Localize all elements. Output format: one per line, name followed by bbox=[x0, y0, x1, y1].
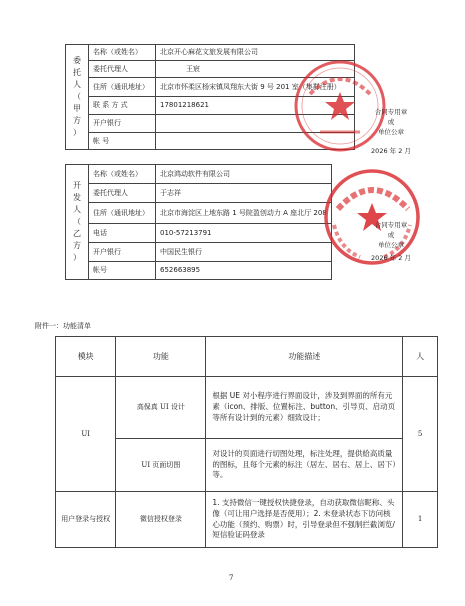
table-row bbox=[56, 492, 438, 548]
party-a-label-3: 联 系 方 式 bbox=[89, 97, 156, 115]
party-b-value-4: 中国民生银行 bbox=[156, 243, 332, 262]
party-a-value-3: 17801218621 bbox=[156, 97, 355, 115]
party-b-stamp-date: 2026 年 2 月 bbox=[371, 254, 411, 263]
cell-count: 5 bbox=[403, 377, 438, 492]
cell-module: 用户登录与授权 bbox=[56, 492, 116, 548]
page-number: 7 bbox=[229, 574, 234, 582]
header-module: 模块 bbox=[56, 337, 116, 377]
side-label-char: ） bbox=[73, 253, 81, 262]
table-row bbox=[56, 377, 438, 439]
side-label-char: 开 bbox=[73, 181, 81, 190]
party-b-label-5: 帐号 bbox=[89, 262, 156, 280]
side-label-char: 人 bbox=[73, 80, 81, 89]
cell-function: 微信授权登录 bbox=[116, 492, 206, 548]
party-b-value-2: 北京市海淀区上地东路 1 号院盈创动力 A 座北厅 208 bbox=[156, 203, 332, 224]
function-table bbox=[55, 336, 438, 548]
party-a-value-2: 北京市怀柔区杨宋镇凤翔东大街 9 号 201 室（集群注册） bbox=[156, 78, 355, 97]
side-label-char: ） bbox=[73, 128, 81, 137]
party-a-stamp-note bbox=[366, 108, 416, 157]
side-label-char: 甲 bbox=[73, 104, 81, 113]
party-a-value-1: 王宸 bbox=[156, 61, 355, 78]
attachment-caption: 附件一：功能清单 bbox=[35, 322, 91, 330]
side-label-char: 发 bbox=[73, 193, 81, 202]
party-b-value-1: 于志祥 bbox=[156, 184, 332, 203]
side-label-char: （ bbox=[73, 92, 81, 101]
party-b-value-5: 652663895 bbox=[156, 262, 332, 280]
cell-function: 高保真 UI 设计 bbox=[116, 377, 206, 439]
party-a-stamp-line: 单位公章 bbox=[378, 127, 404, 136]
side-label-char: 托 bbox=[73, 68, 81, 77]
header-count: 人 bbox=[403, 337, 438, 377]
party-a-side-label bbox=[66, 45, 89, 150]
party-b-label-0: 名称（或姓名） bbox=[89, 165, 156, 184]
party-a-stamp-line: 或 bbox=[387, 117, 395, 126]
party-b-stamp-line: 或 bbox=[387, 230, 395, 239]
cell-description: 根据 UE 对小程序进行界面设计，涉及到界面的所有元素（icon、排版、位置标注、button、引导页、启动页等所有设计到的元素）细致设计； bbox=[206, 377, 403, 439]
party-b-stamp-line: 合同专用章 bbox=[374, 221, 408, 229]
cell-module: UI bbox=[56, 377, 116, 492]
header-function: 功能 bbox=[116, 337, 206, 377]
party-b-label-1: 委托代理人 bbox=[89, 184, 156, 203]
party-b-value-3: 010-57213791 bbox=[156, 224, 332, 243]
cell-count: 1 bbox=[403, 492, 438, 548]
party-b-side-label bbox=[66, 165, 89, 280]
cell-description: 对设计的页面进行切图处理，标注处理，提供給高质量的图标，且每个元素的标注（居左、居右、居上、居下）等。 bbox=[206, 439, 403, 492]
side-label-char: 人 bbox=[73, 205, 81, 214]
cell-function: UI 页面切图 bbox=[116, 439, 206, 492]
side-label-text bbox=[72, 55, 82, 139]
party-a-stamp-line: 合同专用章 bbox=[374, 108, 408, 116]
party-a-label-4: 开户银行 bbox=[89, 115, 156, 133]
party-b-value-0: 北京鸿动软件有限公司 bbox=[156, 165, 332, 184]
party-b-label-2: 住所（通讯地址） bbox=[89, 203, 156, 224]
party-a-stamp-date: 2026 年 2 月 bbox=[371, 147, 411, 156]
party-b-stamp-line: 单位公章 bbox=[378, 240, 404, 249]
party-b-stamp-note bbox=[366, 221, 416, 264]
party-a-value-0: 北京开心麻花文旅发展有限公司 bbox=[156, 45, 355, 61]
party-a-label-2: 住所（通讯地址） bbox=[89, 78, 156, 97]
side-label-char: 委 bbox=[73, 56, 81, 65]
party-b-label-4: 开户银行 bbox=[89, 243, 156, 262]
side-label-text bbox=[72, 180, 82, 264]
side-label-char: （ bbox=[73, 217, 81, 226]
party-b-label-3: 电话 bbox=[89, 224, 156, 243]
side-label-char: 方 bbox=[73, 116, 81, 125]
party-a-label-0: 名称（或姓名） bbox=[89, 45, 156, 61]
party-a-label-5: 帐 号 bbox=[89, 133, 156, 150]
party-a-label-1: 委托代理人 bbox=[89, 61, 156, 78]
side-label-char: 乙 bbox=[73, 229, 81, 238]
cell-description: 1. 支持微信一键授权快捷登录，自动获取微信昵称、头像（可让用户选择是否使用）；2. 未登录状态下访问核心功能（预约、购票）时，引导登录但不强制拦截浏览/短信验证码登录 bbox=[206, 492, 403, 548]
side-label-char: 方 bbox=[73, 241, 81, 250]
header-description: 功能描述 bbox=[206, 337, 403, 377]
